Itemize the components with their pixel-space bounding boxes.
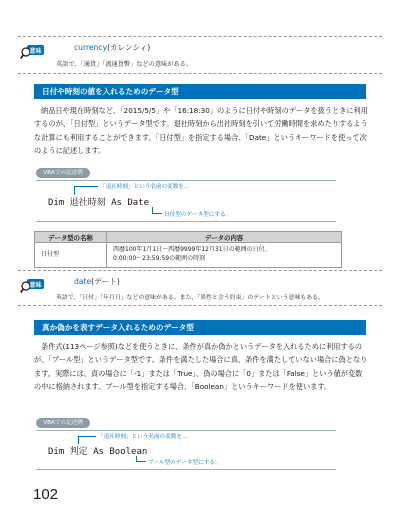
table-header-cell: データ型の名称 [35,232,107,243]
vba-example-label: VBAでの記述例 [36,418,90,428]
table-row [35,243,342,268]
section-paragraph-boolean-type: 条件式(113ページ参照)などを使うときに、条件が真か偽かというデータを入れるために利用するのが、「ブール型」というデータ型です。条件を満たした場合に真、条件を満たしていない場合に偽となります。実際には、真の場合に「-1」または「True」、偽の場合に「0」または「False」という値が変数の中に格納されます。ブール型を指定する場合、「Boolean」というキーワードを使います。 [34,342,368,392]
table-cell-line: 0:00:00～23:59:59の範囲の時刻 [113,255,206,262]
note-description: 英語で、「日付」「年月日」などの意味がある。また、「異性と会う約束」のデートという意味もある。 [56,295,324,301]
note-description: 英語で、「通貨」「流通貨幣」などの意味がある。 [56,61,192,68]
magnifier-meaning-icon [20,277,44,295]
page-number: 102 [33,486,59,503]
note-term: currency(カレンシィ) [74,43,151,52]
section-paragraph-date-type: 納品日や現在時刻など、「2015/5/5」や「16:18:30」のように日付や時刻のデータを扱うときに利用するのが、「日付型」というデータ型です。退社時刻から出社時刻を引いて労働時間を求めたりするような計算にも利用することができます。「日付型」を指定する場合、「Date」というキーワードを使って次のように記述します。 [34,106,368,156]
svg-text:意味: 意味 [29,47,42,55]
code-example-box [36,180,336,222]
annotation-leader-line [152,207,162,214]
note-term: date(デート) [74,277,120,286]
annotation-variable-name: 「退社時刻」という名前の変数を… [100,184,190,190]
annotation-data-type: ブール型のデータ型にする。 [148,460,221,466]
table-header-row [35,232,342,243]
vba-example-label: VBAでの記述例 [36,168,90,178]
table-cell-type-content [107,243,342,268]
code-line: Dim 退社時刻 As Date [48,198,150,208]
section-heading-date-type: 日付や時刻の値を入れるためのデータ型 [34,84,366,99]
meaning-note-date [18,270,382,306]
annotation-leader-line [74,186,98,195]
table-cell-line: 西暦100年1月1日～西暦9999年12月31日の範囲の日付、 [113,246,271,254]
section-heading-boolean-type: 真か偽かを表すデータ入れるためのデータ型 [34,320,366,335]
annotation-leader-line [136,456,146,462]
annotation-variable-name: 「退社時刻」という名前の変数を… [98,434,188,440]
data-type-table [34,231,342,268]
annotation-leader-line [78,436,96,444]
annotation-data-type: 日付型のデータ型にする。 [164,212,232,218]
table-header-cell: データの内容 [107,232,342,243]
meaning-note-currency [18,36,382,74]
svg-text:意味: 意味 [29,281,42,289]
table-cell-type-name: 日付型 [35,243,107,268]
code-line: Dim 判定 As Boolean [48,447,148,457]
code-example-box [36,430,336,470]
magnifier-meaning-icon [20,43,44,61]
